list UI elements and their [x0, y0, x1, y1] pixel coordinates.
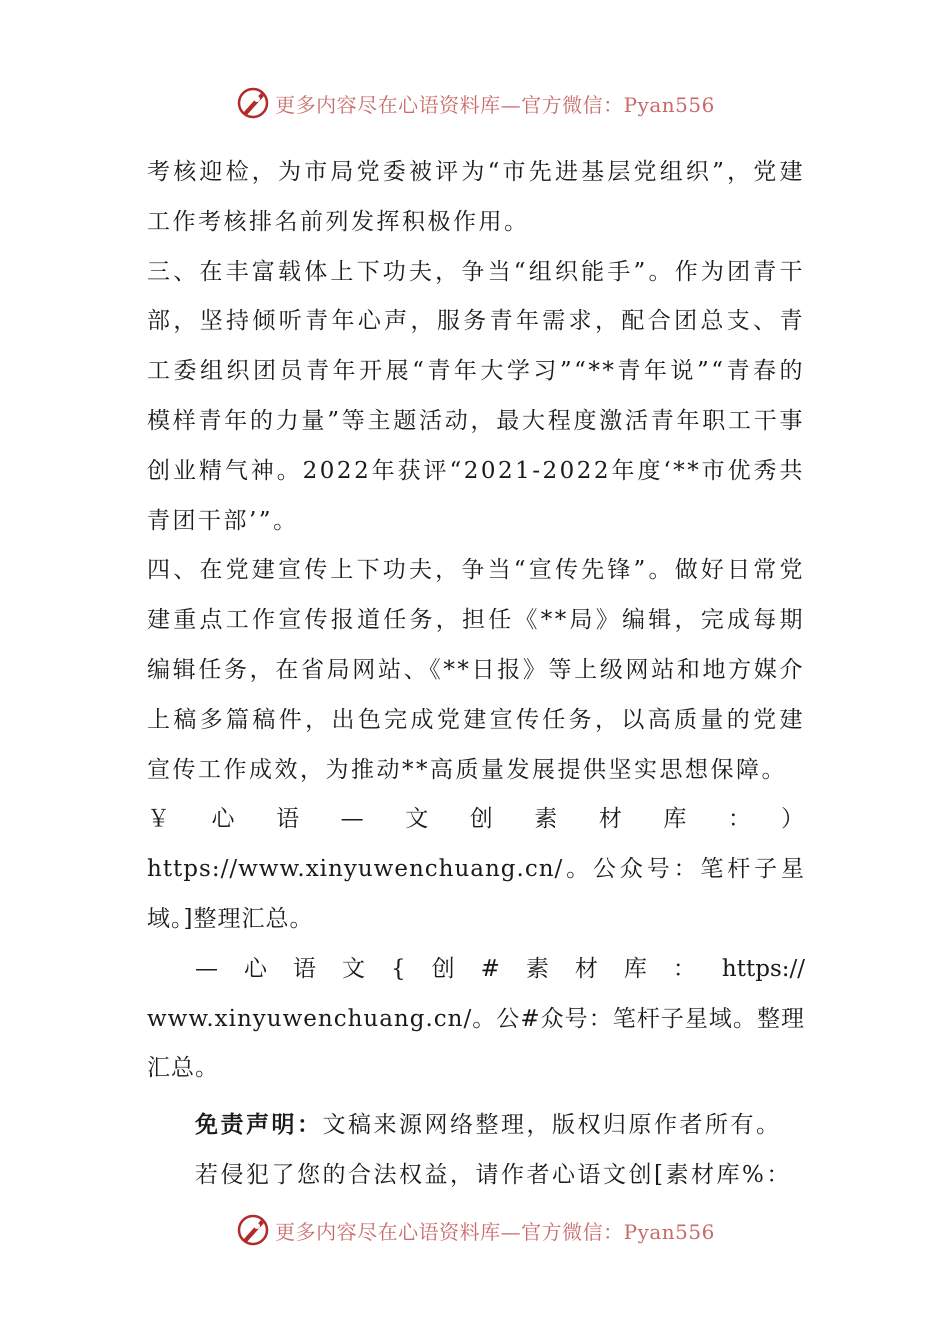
paragraph-2: 三、在丰富载体上下功夫，争当“组织能手”。作为团青干部，坚持倾听青年心声，服务青年需求，配合团总支、青工委组织团员青年开展“青年大学习”“**青年说”“青春的模样青年的力量”等主题活动，最大程度激活青年职工干事创业精气神。2022年获评“2021-2022年度‘**市优秀共青团干部’”。	[147, 258, 805, 534]
paragraph-4: ￥心语—文创素材库：）https://www.xinyuwenchuang.cn/。公众号：笔杆子星域。]整理汇总。	[147, 806, 805, 932]
paragraph-5-line-1: —心语文{创#素材库：https://	[195, 955, 805, 982]
header-banner-text: 更多内容尽在心语资料库—官方微信：Pyan556	[275, 92, 715, 117]
paragraph-5-rest: www.xinyuwenchuang.cn/。公#众号：笔杆子星域。整理汇总。	[147, 1005, 805, 1082]
disclaimer-text: 文稿来源网络整理，版权归原作者所有。	[322, 1112, 782, 1139]
paragraph-3: 四、在党建宣传上下功夫，争当“宣传先锋”。做好日常党建重点工作宣传报道任务，担任《**局》编辑，完成每期编辑任务，在省局网站、《**日报》等上级网站和地方媒介上稿多篇稿件，出色完成党建宣传任务，以高质量的党建宣传工作成效，为推动**高质量发展提供坚实思想保障。	[147, 557, 805, 783]
disclaimer-label: 免责声明：	[195, 1111, 323, 1139]
document-body	[147, 148, 805, 1201]
disclaimer-line-2: 若侵犯了您的合法权益，请作者心语文创[素材库%：	[195, 1161, 792, 1188]
header-banner	[0, 80, 950, 126]
paragraph-1: 考核迎检，为市局党委被评为“市先进基层党组织”，党建工作考核排名前列发挥积极作用。	[147, 159, 805, 235]
footer-banner-text: 更多内容尽在心语资料库—官方微信：Pyan556	[275, 1219, 715, 1244]
pen-logo-icon	[235, 85, 271, 121]
footer-banner	[0, 1207, 950, 1253]
pen-logo-icon	[235, 1212, 271, 1248]
disclaimer	[147, 1100, 805, 1151]
